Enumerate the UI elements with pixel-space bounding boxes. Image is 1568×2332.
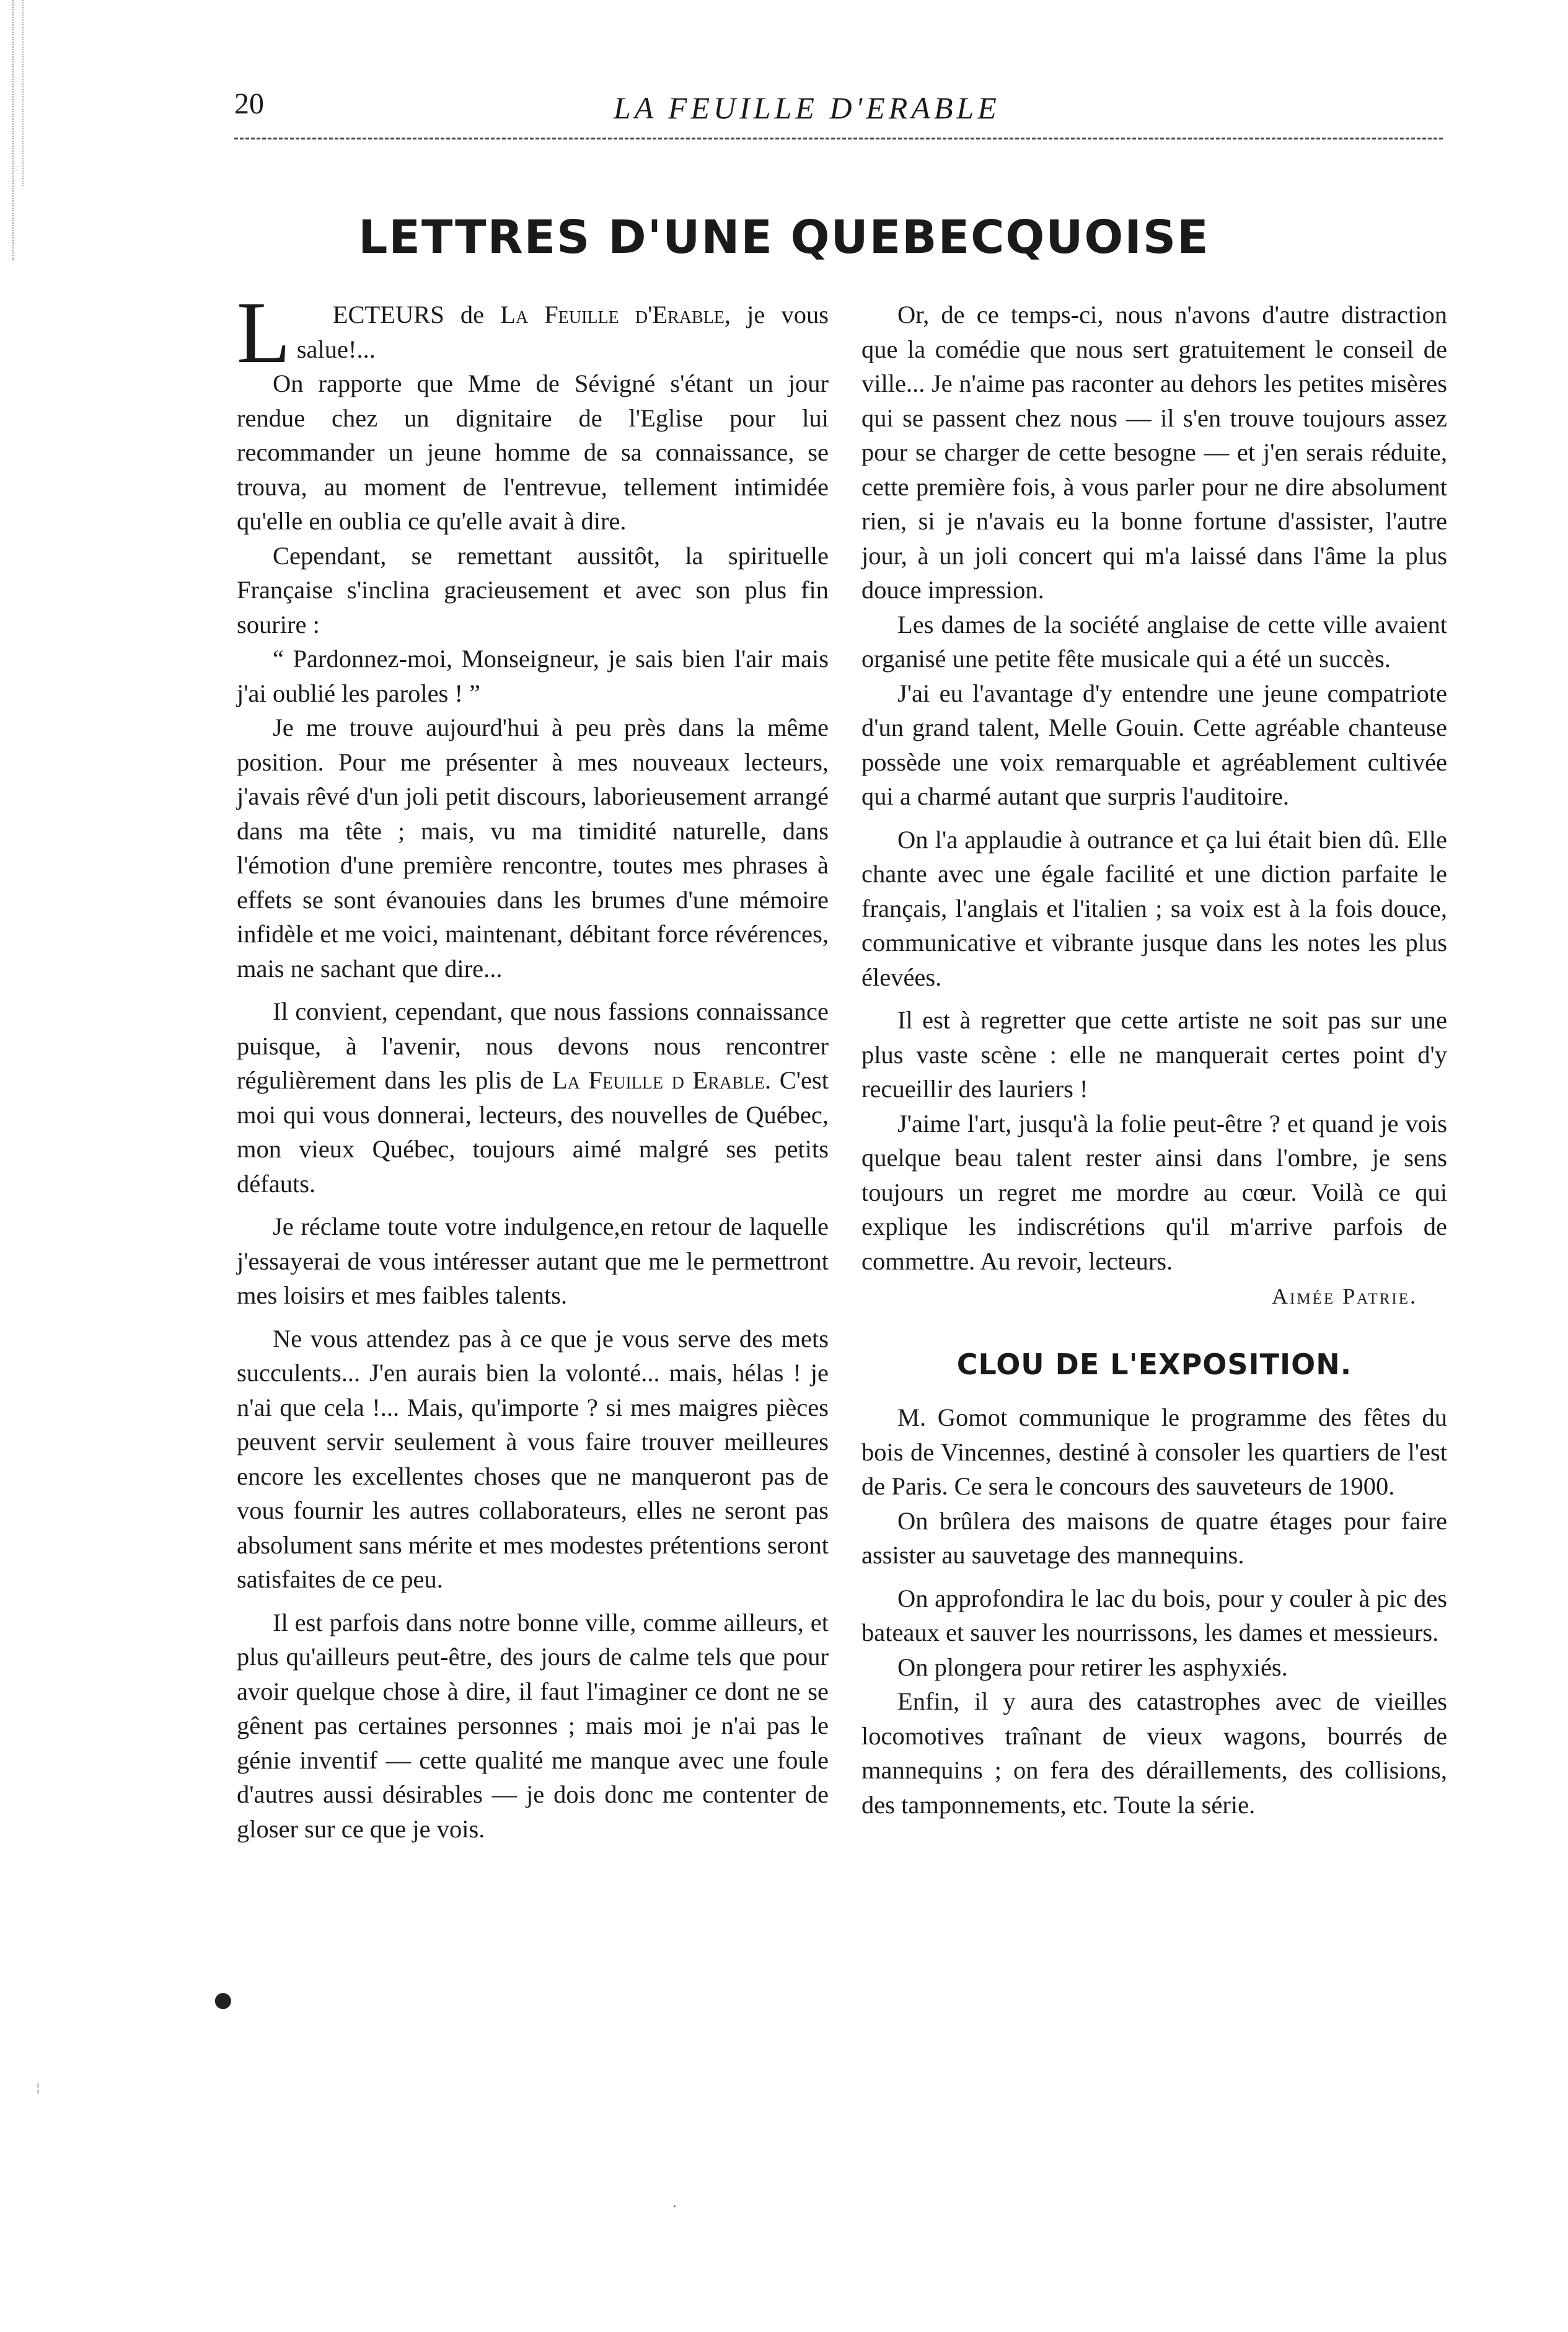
running-title: LA FEUILLE D'ERABLE — [614, 91, 1000, 125]
article-paragraph-11: Les dames de la société anglaise de cette ville avaient organisé une petite fête musicale qui a été un succès. — [861, 610, 1447, 673]
article-paragraph-6 — [237, 994, 829, 1201]
section-paragraph-5: Enfin, il y aura des catastrophes avec de vieilles locomotives traînant de vieux wagons, bourrés de mannequins ; on fera des déraillements, des collisions, des tamponnements, etc. Toute la série. — [861, 1687, 1447, 1819]
page-number: 20 — [234, 87, 264, 120]
article-paragraph-10: Or, de ce temps-ci, nous n'avons d'autre distraction que la comédie que nous sert gratuitement le conseil de ville... Je n'aime pas raconter au dehors les petites misères qui se passent chez nous — il s'en trouve toujours assez pour se charger de cette besogne — et j'en serais réduite, cette première fois, à vous parler pour ne dire absolument rien, si je n'avais eu la bonne fortune d'assister, l'autre jour, à un joli concert qui m'a laissé dans l'âme la plus douce impression. — [861, 301, 1447, 604]
article-paragraph-8: Ne vous attendez pas à ce que je vous serve des mets succulents... J'en aurais bien la volonté... mais, hélas ! je n'ai que cela !... Mais, qu'importe ? si mes maigres pièces peuvent servir seulement à vous faire trouver meilleures encore les excellentes choses que ne manqueront pas de vous fournir les autres collaborateurs, elles ne seront pas absolument sans mérite et mes modestes prétentions seront satisfaites de ce peu. — [237, 1324, 829, 1593]
p1-text-start: ECTEURS de — [332, 301, 501, 329]
section-paragraph-2: On brûlera des maisons de quatre étages pour faire assister au sauvetage des mannequins. — [861, 1506, 1447, 1569]
author-signature: Aimée Patrie. — [1272, 1284, 1417, 1309]
stray-dot-mark: · — [672, 2199, 677, 2215]
article-paragraph-13: On l'a applaudie à outrance et ça lui était bien dû. Elle chante avec une égale facilité et une diction parfaite le français, l'anglais et l'italien ; sa voix est à la fois douce, communicative et vibrante jusque dans les notes les plus élevées. — [861, 825, 1447, 991]
article-paragraph-7: Je réclame toute votre indulgence,en retour de laquelle j'essayerai de vous intéresser autant que me le permettront mes loisirs et mes faibles talents. — [237, 1212, 829, 1309]
section-paragraph-1: M. Gomot communique le programme des fêtes du bois de Vincennes, destiné à consoler les quartiers de l'est de Paris. Ce sera le concours des sauveteurs de 1900. — [861, 1403, 1447, 1500]
p6-text-start: Il convient, cependant, que nous fassions connaissance puisque, à l'avenir, nous devons nous rencontrer régulièrement dans les plis de — [237, 997, 829, 1094]
section-paragraph-4: On plongera pour retirer les asphyxiés. — [897, 1653, 1288, 1681]
section-title: CLOU DE L'EXPOSITION. — [956, 1347, 1352, 1381]
right-column — [861, 298, 1447, 1822]
article-title: LETTRES D'UNE QUEBECQUOISE — [358, 211, 1210, 264]
margin-bullet-mark: ● — [214, 1987, 232, 2012]
publication-name: La Feuille d'Erable — [500, 301, 725, 329]
article-paragraph-4: “ Pardonnez-moi, Monseigneur, je sais bien l'air mais j'ai oublié les paroles ! ” — [237, 645, 829, 707]
margin-edge-mark: ¦ — [36, 2080, 40, 2095]
p6-text-end: . C'est moi qui vous donnerai, lecteurs, des nouvelles de Québec, mon vieux Québec, toujours aimé malgré ses petits défauts. — [237, 1066, 829, 1198]
article-paragraph-1 — [237, 283, 829, 381]
left-column — [237, 283, 829, 1846]
header-rule — [234, 138, 1443, 139]
article-paragraph-2: On rapporte que Mme de Sévigné s'étant un jour rendue chez un dignitaire de l'Eglise pour lui recommander un jeune homme de sa connaissance, se trouva, au moment de l'entrevue, tellement intimidée qu'elle en oublia ce qu'elle avait à dire. — [237, 369, 829, 535]
article-paragraph-12: J'ai eu l'avantage d'y entendre une jeune compatriote d'un grand talent, Melle Gouin. Cette agréable chanteuse possède une voix remarquable et agréablement cultivée qui a charmé autant que surpris l'auditoire. — [861, 679, 1447, 810]
binding-edge-inner — [22, 0, 30, 186]
article-paragraph-14: Il est à regretter que cette artiste ne soit pas sur une plus vaste scène : elle ne manquerait certes point d'y recueillir des lauriers ! — [861, 1006, 1447, 1103]
drop-cap: L — [237, 283, 291, 381]
section-paragraph-3: On approfondira le lac du bois, pour y couler à pic des bateaux et sauver les nourrissons, les dames et messieurs. — [861, 1584, 1447, 1646]
p1-text-end: , je vous salue!... — [296, 301, 829, 363]
article-paragraph-9: Il est parfois dans notre bonne ville, comme ailleurs, et plus qu'ailleurs peut-être, des jours de calme tels que pour avoir quelque chose à dire, il faut l'imaginer ce dont ne se gênent pas certaines personnes ; mais moi je n'ai pas le génie inventif — cette qualité me manque avec une foule d'autres aussi désirables — je dois donc me contenter de gloser sur ce que je vois. — [237, 1608, 829, 1843]
publication-name-2: La Feuille d Erable — [552, 1066, 765, 1094]
article-paragraph-5: Je me trouve aujourd'hui à peu près dans la même position. Pour me présenter à mes nouveaux lecteurs, j'avais rêvé d'un joli petit discours, laborieusement arrangé dans ma tête ; mais, vu ma timidité naturelle, dans l'émotion d'une première rencontre, toutes mes phrases à effets se sont évanouies dans les brumes d'une mémoire infidèle et me voici, maintenant, débitant force révérences, mais ne sachant que dire... — [237, 713, 829, 983]
article-paragraph-3: Cependant, se remettant aussitôt, la spirituelle Française s'inclina gracieusement et avec son plus fin sourire : — [237, 541, 829, 638]
article-paragraph-15: J'aime l'art, jusqu'à la folie peut-être ? et quand je vois quelque beau talent rester ainsi dans l'ombre, je sens toujours un regret me mordre au cœur. Voilà ce qui explique les indiscrétions qu'il m'arrive parfois de commettre. Au revoir, lecteurs. — [861, 1109, 1447, 1275]
